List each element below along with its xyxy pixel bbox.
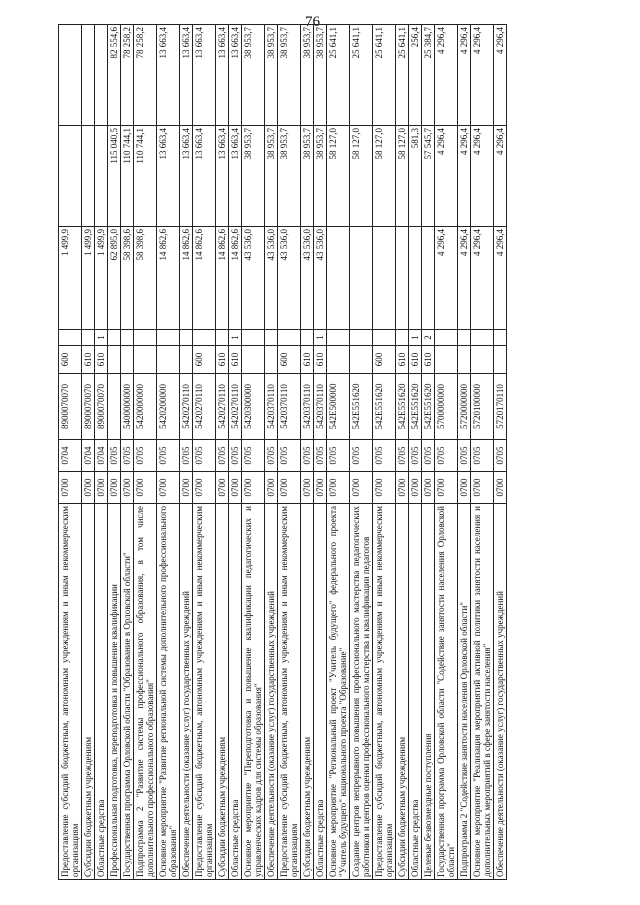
expense-type-code: [458, 346, 471, 374]
target-article-code: 5420270110: [216, 374, 229, 440]
amount-year-2: 13 663,4: [180, 126, 193, 227]
table-body: [59, 25, 507, 880]
expense-type-code: 610: [409, 346, 422, 374]
expense-type-code: [350, 346, 373, 374]
subsection-code: 0705: [229, 440, 242, 472]
row-name: Основное мероприятие "Развитие региональной системы дополнительного профессионального образования": [157, 504, 180, 880]
amount-year-2: [95, 126, 108, 227]
amount-year-3: 256,4: [409, 25, 422, 126]
subsection-code: 0705: [327, 440, 350, 472]
row-name: Областные средства: [95, 504, 108, 880]
table-row: [278, 25, 301, 880]
amount-year-3: 25 641,1: [350, 25, 373, 126]
amount-year-2: 38 953,7: [278, 126, 301, 227]
table-row: [435, 25, 458, 880]
row-name: Предоставление субсидий бюджетным, автономным учреждениям и иным некоммерческим организациям: [278, 504, 301, 880]
subsection-code: 0705: [422, 440, 435, 472]
amount-year-3: 13 663,4: [157, 25, 180, 126]
budget-table-rotated: [58, 25, 593, 880]
amount-year-2: 110 744,1: [134, 126, 157, 227]
subsection-code: 0705: [108, 440, 121, 472]
expense-type-code: 600: [193, 346, 216, 374]
row-name: Обеспечение деятельности (оказание услуг) государственных учреждений: [494, 504, 507, 880]
amount-year-2: 13 663,4: [216, 126, 229, 227]
subsection-code: 0705: [242, 440, 265, 472]
amount-year-3: 13 663,4: [229, 25, 242, 126]
subsection-code: 0704: [95, 440, 108, 472]
section-code: 0700: [134, 472, 157, 504]
amount-year-1: 62 895,0: [108, 227, 121, 330]
expense-type-code: [108, 346, 121, 374]
expense-type-code: 610: [422, 346, 435, 374]
table-row: [422, 25, 435, 880]
expense-type-code: 610: [396, 346, 409, 374]
subsection-code: 0705: [180, 440, 193, 472]
funding-source-code: [471, 330, 494, 346]
amount-year-3: 4 296,4: [494, 25, 507, 126]
target-article-code: 542E551620: [396, 374, 409, 440]
amount-year-3: 13 663,4: [193, 25, 216, 126]
table-row: [373, 25, 396, 880]
amount-year-1: [350, 227, 373, 330]
target-article-code: 5720100000: [471, 374, 494, 440]
table-row: [193, 25, 216, 880]
table-row: [216, 25, 229, 880]
section-code: 0700: [422, 472, 435, 504]
subsection-code: 0705: [373, 440, 396, 472]
table-row: [396, 25, 409, 880]
table-row: [327, 25, 350, 880]
amount-year-2: 4 296,4: [435, 126, 458, 227]
target-article-code: [108, 374, 121, 440]
subsection-code: 0705: [301, 440, 314, 472]
subsection-code: 0705: [350, 440, 373, 472]
amount-year-2: 4 296,4: [494, 126, 507, 227]
funding-source-code: [373, 330, 396, 346]
amount-year-3: 38 953,7: [242, 25, 265, 126]
subsection-code: 0705: [278, 440, 301, 472]
subsection-code: 0705: [121, 440, 134, 472]
amount-year-2: 38 953,7: [265, 126, 278, 227]
funding-source-code: [193, 330, 216, 346]
row-name: Государственная программа Орловской области "Образование в Орловской области": [121, 504, 134, 880]
subsection-code: 0705: [134, 440, 157, 472]
row-name: Создание центров непрерывного повышения профессионального мастерства педагогических работников и центров оценки профессионального мастерства и квалификации педагогов: [350, 504, 373, 880]
amount-year-2: [59, 126, 82, 227]
amount-year-3: 25 641,1: [327, 25, 350, 126]
funding-source-code: [350, 330, 373, 346]
table-row: [134, 25, 157, 880]
amount-year-3: 38 953,7: [278, 25, 301, 126]
funding-source-code: [242, 330, 265, 346]
section-code: 0700: [301, 472, 314, 504]
amount-year-3: 78 258,2: [134, 25, 157, 126]
target-article-code: 5420300000: [242, 374, 265, 440]
expense-type-code: 610: [301, 346, 314, 374]
table-row: [265, 25, 278, 880]
table-row: [95, 25, 108, 880]
expense-type-code: 600: [278, 346, 301, 374]
row-name: Обеспечение деятельности (оказание услуг) государственных учреждений: [265, 504, 278, 880]
section-code: 0700: [314, 472, 327, 504]
budget-table: [58, 24, 507, 880]
amount-year-1: 4 296,4: [435, 227, 458, 330]
amount-year-2: 38 953,7: [301, 126, 314, 227]
funding-source-code: [396, 330, 409, 346]
section-code: 0700: [180, 472, 193, 504]
target-article-code: 5700000000: [435, 374, 458, 440]
expense-type-code: [157, 346, 180, 374]
expense-type-code: [471, 346, 494, 374]
funding-source-code: [301, 330, 314, 346]
amount-year-3: [82, 25, 95, 126]
section-code: 0700: [373, 472, 396, 504]
amount-year-1: 43 536,0: [301, 227, 314, 330]
amount-year-3: 78 258,2: [121, 25, 134, 126]
table-row: [350, 25, 373, 880]
amount-year-3: 82 554,6: [108, 25, 121, 126]
funding-source-code: [180, 330, 193, 346]
target-article-code: 8900070070: [95, 374, 108, 440]
amount-year-1: 4 296,4: [494, 227, 507, 330]
section-code: 0700: [82, 472, 95, 504]
row-name: Субсидии бюджетным учреждениям: [216, 504, 229, 880]
target-article-code: 5420200000: [157, 374, 180, 440]
expense-type-code: [265, 346, 278, 374]
row-name: Субсидии бюджетным учреждениям: [396, 504, 409, 880]
row-name: Подпрограмма 2 "Содействие занятости населения Орловской области": [458, 504, 471, 880]
amount-year-1: 14 862,6: [157, 227, 180, 330]
expense-type-code: 610: [82, 346, 95, 374]
amount-year-2: 13 663,4: [157, 126, 180, 227]
table-row: [458, 25, 471, 880]
funding-source-code: 1: [229, 330, 242, 346]
funding-source-code: [134, 330, 157, 346]
amount-year-2: 58 127,0: [327, 126, 350, 227]
funding-source-code: 1: [95, 330, 108, 346]
amount-year-1: 43 536,0: [265, 227, 278, 330]
amount-year-1: [396, 227, 409, 330]
expense-type-code: 610: [229, 346, 242, 374]
subsection-code: 0705: [396, 440, 409, 472]
target-article-code: 5420370110: [301, 374, 314, 440]
amount-year-2: 38 953,7: [242, 126, 265, 227]
target-article-code: 5720170110: [494, 374, 507, 440]
row-name: Областные средства: [229, 504, 242, 880]
row-name: Областные средства: [314, 504, 327, 880]
amount-year-3: 13 663,4: [216, 25, 229, 126]
funding-source-code: [157, 330, 180, 346]
amount-year-1: 58 398,6: [134, 227, 157, 330]
table-row: [82, 25, 95, 880]
amount-year-1: 14 862,6: [180, 227, 193, 330]
section-code: 0700: [193, 472, 216, 504]
expense-type-code: 600: [59, 346, 82, 374]
section-code: 0700: [350, 472, 373, 504]
amount-year-2: 57 545,7: [422, 126, 435, 227]
target-article-code: 542E551620: [409, 374, 422, 440]
row-name: Предоставление субсидий бюджетным, автономным учреждениям и иным некоммерческим организациям: [59, 504, 82, 880]
funding-source-code: 1: [409, 330, 422, 346]
row-name: Обеспечение деятельности (оказание услуг) государственных учреждений: [180, 504, 193, 880]
expense-type-code: [121, 346, 134, 374]
section-code: 0700: [242, 472, 265, 504]
section-code: 0700: [121, 472, 134, 504]
amount-year-1: 14 862,6: [216, 227, 229, 330]
row-name: Областные средства: [409, 504, 422, 880]
target-article-code: 8900070070: [82, 374, 95, 440]
expense-type-code: [327, 346, 350, 374]
funding-source-code: [278, 330, 301, 346]
table-row: [242, 25, 265, 880]
amount-year-1: [422, 227, 435, 330]
section-code: 0700: [435, 472, 458, 504]
section-code: 0700: [108, 472, 121, 504]
table-row: [301, 25, 314, 880]
target-article-code: 542E500000: [327, 374, 350, 440]
expense-type-code: 600: [373, 346, 396, 374]
expense-type-code: 610: [216, 346, 229, 374]
amount-year-3: 38 953,7: [314, 25, 327, 126]
row-name: Основное мероприятие "Переподготовка и повышение квалификации педагогических и управленческих кадров для системы образования": [242, 504, 265, 880]
amount-year-1: 1 499,9: [59, 227, 82, 330]
row-name: Профессиональная подготовка, переподготовка и повышение квалификации: [108, 504, 121, 880]
section-code: 0700: [157, 472, 180, 504]
table-row: [157, 25, 180, 880]
funding-source-code: [82, 330, 95, 346]
section-code: 0700: [216, 472, 229, 504]
subsection-code: 0704: [59, 440, 82, 472]
row-name: Субсидии бюджетным учреждениям: [301, 504, 314, 880]
table-row: [314, 25, 327, 880]
expense-type-code: 610: [314, 346, 327, 374]
expense-type-code: [180, 346, 193, 374]
section-code: 0700: [409, 472, 422, 504]
amount-year-1: 4 296,4: [458, 227, 471, 330]
table-row: [108, 25, 121, 880]
table-row: [494, 25, 507, 880]
funding-source-code: [216, 330, 229, 346]
funding-source-code: [458, 330, 471, 346]
amount-year-3: 4 296,4: [435, 25, 458, 126]
page-number: 76: [305, 14, 320, 30]
amount-year-2: 58 127,0: [350, 126, 373, 227]
amount-year-1: 43 536,0: [242, 227, 265, 330]
amount-year-2: 13 663,4: [193, 126, 216, 227]
section-code: 0700: [95, 472, 108, 504]
row-name: Государственная программа Орловской области "Содействие занятости населения Орловской области": [435, 504, 458, 880]
amount-year-1: 58 398,6: [121, 227, 134, 330]
subsection-code: 0704: [82, 440, 95, 472]
amount-year-2: 115 040,5: [108, 126, 121, 227]
subsection-code: 0705: [314, 440, 327, 472]
target-article-code: 5400000000: [121, 374, 134, 440]
table-row: [471, 25, 494, 880]
amount-year-2: 13 663,4: [229, 126, 242, 227]
amount-year-1: 4 296,4: [471, 227, 494, 330]
target-article-code: 542E551620: [350, 374, 373, 440]
amount-year-3: 4 296,4: [458, 25, 471, 126]
funding-source-code: 2: [422, 330, 435, 346]
row-name: Предоставление субсидий бюджетным, автономным учреждениям и иным некоммерческим организациям: [193, 504, 216, 880]
amount-year-1: [327, 227, 350, 330]
expense-type-code: 610: [95, 346, 108, 374]
section-code: 0700: [229, 472, 242, 504]
amount-year-3: [59, 25, 82, 126]
funding-source-code: [59, 330, 82, 346]
section-code: 0700: [327, 472, 350, 504]
funding-source-code: [494, 330, 507, 346]
amount-year-1: 43 536,0: [314, 227, 327, 330]
amount-year-1: 43 536,0: [278, 227, 301, 330]
subsection-code: 0705: [435, 440, 458, 472]
target-article-code: 5720000000: [458, 374, 471, 440]
target-article-code: 8900070070: [59, 374, 82, 440]
subsection-code: 0705: [193, 440, 216, 472]
funding-source-code: [121, 330, 134, 346]
expense-type-code: [134, 346, 157, 374]
row-name: Подпрограмма 2 "Развитие системы профессионального образования, в том числе дополнительного профессионального образования": [134, 504, 157, 880]
amount-year-3: 38 953,7: [265, 25, 278, 126]
funding-source-code: [327, 330, 350, 346]
amount-year-2: 581,3: [409, 126, 422, 227]
amount-year-3: 25 384,7: [422, 25, 435, 126]
target-article-code: 5420270110: [193, 374, 216, 440]
row-name: Основное мероприятие "Региональный проект "Учитель будущего" федерального проекта "Учитель будущего" национального проекта "Образование": [327, 504, 350, 880]
expense-type-code: [494, 346, 507, 374]
amount-year-1: [373, 227, 396, 330]
funding-source-code: [108, 330, 121, 346]
table-row: [409, 25, 422, 880]
expense-type-code: [242, 346, 265, 374]
amount-year-1: 1 499,9: [95, 227, 108, 330]
amount-year-2: 4 296,4: [458, 126, 471, 227]
target-article-code: 5420370110: [265, 374, 278, 440]
subsection-code: 0705: [458, 440, 471, 472]
section-code: 0700: [59, 472, 82, 504]
target-article-code: 5420370110: [278, 374, 301, 440]
subsection-code: 0705: [265, 440, 278, 472]
amount-year-2: 58 127,0: [373, 126, 396, 227]
table-row: [121, 25, 134, 880]
amount-year-3: 13 663,4: [180, 25, 193, 126]
amount-year-3: [95, 25, 108, 126]
amount-year-2: 38 953,7: [314, 126, 327, 227]
row-name: Основное мероприятие "Реализация мероприятий активной политики занятости населения и дополнительных мероприятий в сфере занятости населения": [471, 504, 494, 880]
amount-year-3: 25 641,1: [373, 25, 396, 126]
amount-year-3: 4 296,4: [471, 25, 494, 126]
funding-source-code: [265, 330, 278, 346]
target-article-code: 5420370110: [314, 374, 327, 440]
amount-year-1: 1 499,9: [82, 227, 95, 330]
row-name: Предоставление субсидий бюджетным, автономным учреждениям и иным некоммерческим организациям: [373, 504, 396, 880]
target-article-code: 542E551620: [373, 374, 396, 440]
table-row: [59, 25, 82, 880]
amount-year-3: 25 641,1: [396, 25, 409, 126]
amount-year-1: 14 862,6: [193, 227, 216, 330]
amount-year-2: [82, 126, 95, 227]
expense-type-code: [435, 346, 458, 374]
row-name: Целевые безвозмездные поступления: [422, 504, 435, 880]
row-name: Субсидии бюджетным учреждениям: [82, 504, 95, 880]
section-code: 0700: [265, 472, 278, 504]
target-article-code: 5420000000: [134, 374, 157, 440]
section-code: 0700: [471, 472, 494, 504]
funding-source-code: 1: [314, 330, 327, 346]
subsection-code: 0705: [409, 440, 422, 472]
section-code: 0700: [458, 472, 471, 504]
amount-year-3: 38 953,7: [301, 25, 314, 126]
target-article-code: 5420270110: [229, 374, 242, 440]
subsection-code: 0705: [471, 440, 494, 472]
section-code: 0700: [494, 472, 507, 504]
subsection-code: 0705: [494, 440, 507, 472]
subsection-code: 0705: [157, 440, 180, 472]
amount-year-2: 58 127,0: [396, 126, 409, 227]
amount-year-1: 14 862,6: [229, 227, 242, 330]
target-article-code: 5420270110: [180, 374, 193, 440]
section-code: 0700: [278, 472, 301, 504]
target-article-code: 542E551620: [422, 374, 435, 440]
table-row: [180, 25, 193, 880]
amount-year-2: 4 296,4: [471, 126, 494, 227]
funding-source-code: [435, 330, 458, 346]
subsection-code: 0705: [216, 440, 229, 472]
amount-year-1: [409, 227, 422, 330]
section-code: 0700: [396, 472, 409, 504]
table-row: [229, 25, 242, 880]
amount-year-2: 110 744,1: [121, 126, 134, 227]
